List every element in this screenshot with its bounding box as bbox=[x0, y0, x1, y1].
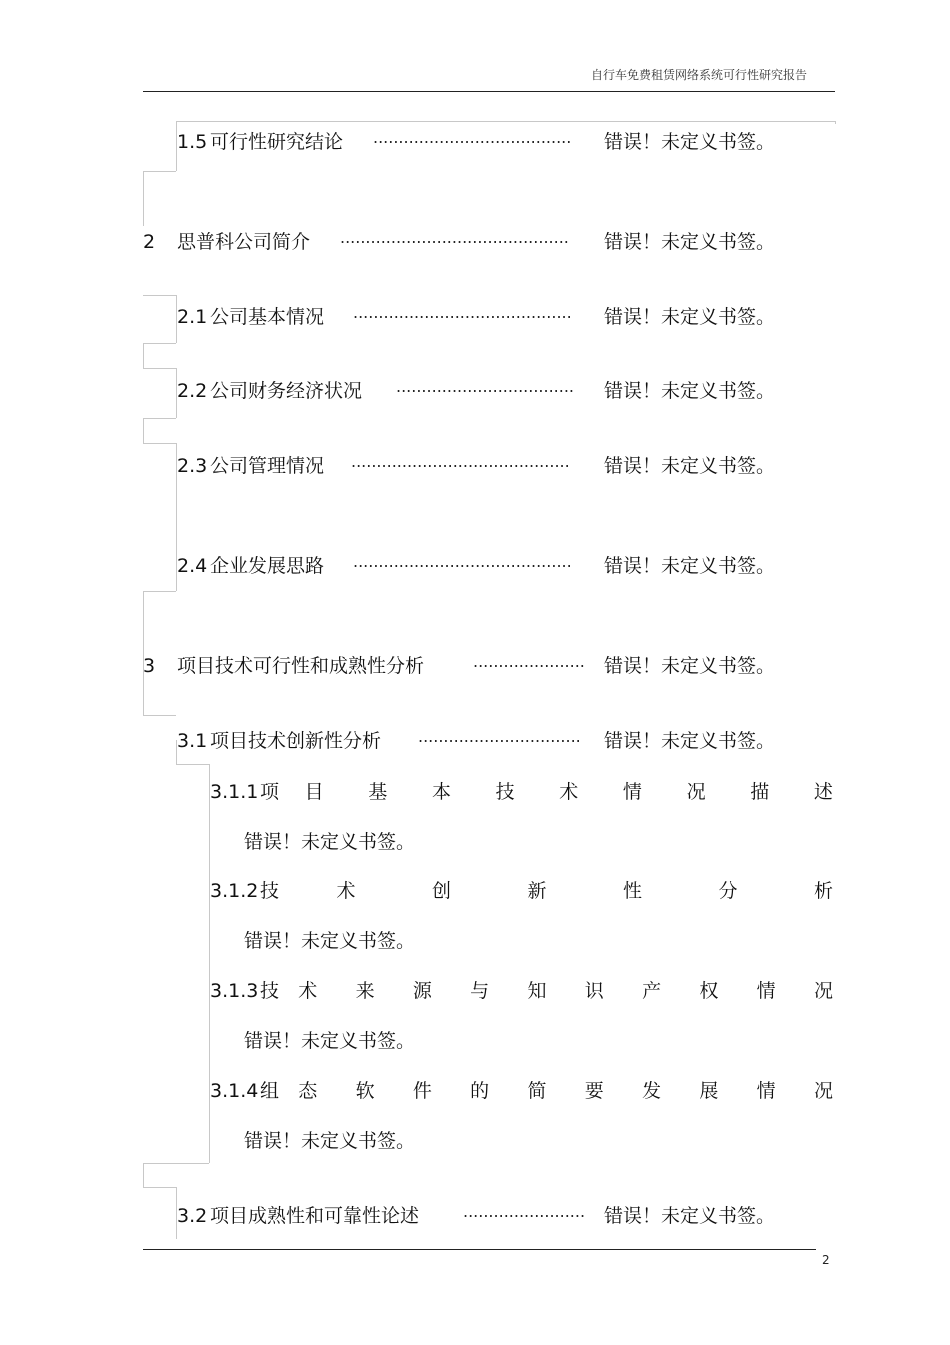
toc-entry[interactable] bbox=[143, 227, 835, 257]
toc-char: 目 bbox=[304, 781, 324, 803]
toc-char: 技 bbox=[260, 980, 280, 1002]
toc-number: 3.1.4 bbox=[210, 1080, 259, 1102]
toc-char: 性 bbox=[622, 880, 642, 902]
toc-number: 2.3 bbox=[177, 455, 208, 477]
toc-number: 3.1.2 bbox=[210, 880, 259, 902]
toc-leader: ........................................... bbox=[353, 303, 572, 322]
toc-leader: ............................................. bbox=[340, 228, 569, 247]
toc-title: 项目技术创新性分析 bbox=[210, 730, 382, 752]
toc-char: 源 bbox=[412, 980, 432, 1002]
page-number: 2 bbox=[822, 1253, 830, 1267]
toc-page-ref: 错误！未定义书签。 bbox=[604, 231, 776, 253]
toc-char: 组 bbox=[260, 1080, 280, 1102]
toc-subentry[interactable] bbox=[210, 777, 833, 807]
toc-number: 2.1 bbox=[177, 306, 208, 328]
toc-subentry[interactable] bbox=[210, 1076, 833, 1106]
toc-leader: ................................ bbox=[418, 727, 581, 746]
table-border bbox=[143, 171, 176, 172]
toc-page-ref: 错误！未定义书签。 bbox=[604, 555, 776, 577]
toc-char: 基 bbox=[368, 781, 388, 803]
toc-leader: ....................................... bbox=[373, 128, 572, 147]
toc-leader: ........................ bbox=[463, 1202, 586, 1221]
table-border bbox=[835, 121, 836, 124]
footer-rule bbox=[143, 1249, 816, 1250]
toc-page-ref: 错误！未定义书签。 bbox=[604, 455, 776, 477]
toc-title: 公司管理情况 bbox=[210, 455, 325, 477]
toc-char: 况 bbox=[686, 781, 706, 803]
table-border bbox=[143, 715, 176, 716]
table-border bbox=[176, 121, 835, 122]
toc-char: 分 bbox=[718, 880, 738, 902]
table-border bbox=[143, 368, 176, 369]
toc-title: 项目成熟性和可靠性论述 bbox=[210, 1205, 420, 1227]
toc-entry[interactable] bbox=[177, 376, 835, 406]
toc-char: 本 bbox=[431, 781, 451, 803]
table-border bbox=[176, 764, 209, 765]
toc-leader: ...................... bbox=[473, 652, 585, 671]
toc-page-ref: 错误！未定义书签。 bbox=[604, 730, 776, 752]
toc-char: 产 bbox=[642, 980, 662, 1002]
toc-char: 权 bbox=[699, 980, 719, 1002]
toc-entry[interactable] bbox=[177, 1201, 835, 1231]
toc-char: 态 bbox=[298, 1080, 318, 1102]
toc-number: 2 bbox=[143, 231, 156, 253]
toc-char: 术 bbox=[336, 880, 356, 902]
table-border bbox=[143, 418, 176, 419]
toc-page-ref: 错误！未定义书签。 bbox=[244, 831, 416, 853]
toc-leader: ................................... bbox=[396, 377, 575, 396]
toc-char: 术 bbox=[559, 781, 579, 803]
toc-char: 况 bbox=[813, 1080, 833, 1102]
toc-char: 创 bbox=[431, 880, 451, 902]
toc-char: 的 bbox=[470, 1080, 490, 1102]
toc-char: 情 bbox=[756, 1080, 776, 1102]
toc-title: 可行性研究结论 bbox=[210, 131, 344, 153]
table-border bbox=[143, 171, 144, 226]
toc-page-ref: 错误！未定义书签。 bbox=[604, 1205, 776, 1227]
toc-char: 展 bbox=[699, 1080, 719, 1102]
toc-char: 情 bbox=[622, 781, 642, 803]
toc-page-ref: 错误！未定义书签。 bbox=[244, 1130, 416, 1152]
table-border bbox=[143, 1163, 144, 1187]
toc-char: 情 bbox=[756, 980, 776, 1002]
toc-char: 知 bbox=[527, 980, 547, 1002]
toc-number: 3.1.1 bbox=[210, 781, 259, 803]
toc-char: 简 bbox=[527, 1080, 547, 1102]
toc-number: 3.2 bbox=[177, 1205, 208, 1227]
toc-page-ref: 错误！未定义书签。 bbox=[604, 131, 776, 153]
toc-leader: ........................................... bbox=[353, 552, 572, 571]
toc-number: 2.2 bbox=[177, 380, 208, 402]
toc-entry[interactable] bbox=[177, 726, 835, 756]
table-border bbox=[143, 1187, 176, 1188]
toc-page-ref: 错误！未定义书签。 bbox=[604, 655, 776, 677]
running-header: 自行车免费租赁网络系统可行性研究报告 bbox=[590, 68, 807, 82]
toc-page-ref: 错误！未定义书签。 bbox=[604, 306, 776, 328]
toc-title: 公司财务经济状况 bbox=[210, 380, 363, 402]
toc-char: 要 bbox=[584, 1080, 604, 1102]
toc-char: 描 bbox=[750, 781, 770, 803]
toc-char: 析 bbox=[813, 880, 833, 902]
toc-title: 企业发展思路 bbox=[210, 555, 325, 577]
toc-page-ref: 错误！未定义书签。 bbox=[604, 380, 776, 402]
toc-number: 2.4 bbox=[177, 555, 208, 577]
toc-char: 识 bbox=[584, 980, 604, 1002]
toc-subentry[interactable] bbox=[210, 976, 833, 1006]
table-border bbox=[143, 343, 176, 344]
toc-page-ref: 错误！未定义书签。 bbox=[244, 930, 416, 952]
toc-page-ref: 错误！未定义书签。 bbox=[244, 1030, 416, 1052]
toc-char: 项 bbox=[260, 781, 280, 803]
toc-number: 3.1 bbox=[177, 730, 208, 752]
toc-title: 思普科公司简介 bbox=[177, 231, 311, 253]
toc-char: 况 bbox=[813, 980, 833, 1002]
toc-char: 软 bbox=[355, 1080, 375, 1102]
toc-entry[interactable] bbox=[177, 451, 835, 481]
toc-entry[interactable] bbox=[177, 551, 835, 581]
toc-char: 件 bbox=[412, 1080, 432, 1102]
toc-char: 技 bbox=[495, 781, 515, 803]
table-border bbox=[143, 295, 176, 296]
table-border bbox=[143, 418, 144, 443]
header-rule bbox=[143, 91, 835, 92]
toc-leader: ........................................... bbox=[351, 452, 570, 471]
toc-title: 公司基本情况 bbox=[210, 306, 325, 328]
toc-char: 述 bbox=[813, 781, 833, 803]
toc-title: 项目技术可行性和成熟性分析 bbox=[177, 655, 425, 677]
table-border bbox=[143, 443, 176, 444]
toc-char: 技 bbox=[260, 880, 280, 902]
table-border bbox=[143, 1163, 209, 1164]
toc-subentry[interactable] bbox=[210, 876, 833, 906]
toc-number: 3 bbox=[143, 655, 156, 677]
table-border bbox=[143, 343, 144, 368]
toc-char: 新 bbox=[527, 880, 547, 902]
toc-entry[interactable] bbox=[177, 127, 835, 157]
toc-char: 发 bbox=[642, 1080, 662, 1102]
toc-number: 3.1.3 bbox=[210, 980, 259, 1002]
toc-char: 术 bbox=[298, 980, 318, 1002]
toc-number: 1.5 bbox=[177, 131, 208, 153]
toc-entry[interactable] bbox=[143, 651, 835, 681]
table-border bbox=[143, 591, 176, 592]
toc-char: 来 bbox=[355, 980, 375, 1002]
toc-entry[interactable] bbox=[177, 302, 835, 332]
toc-char: 与 bbox=[470, 980, 490, 1002]
